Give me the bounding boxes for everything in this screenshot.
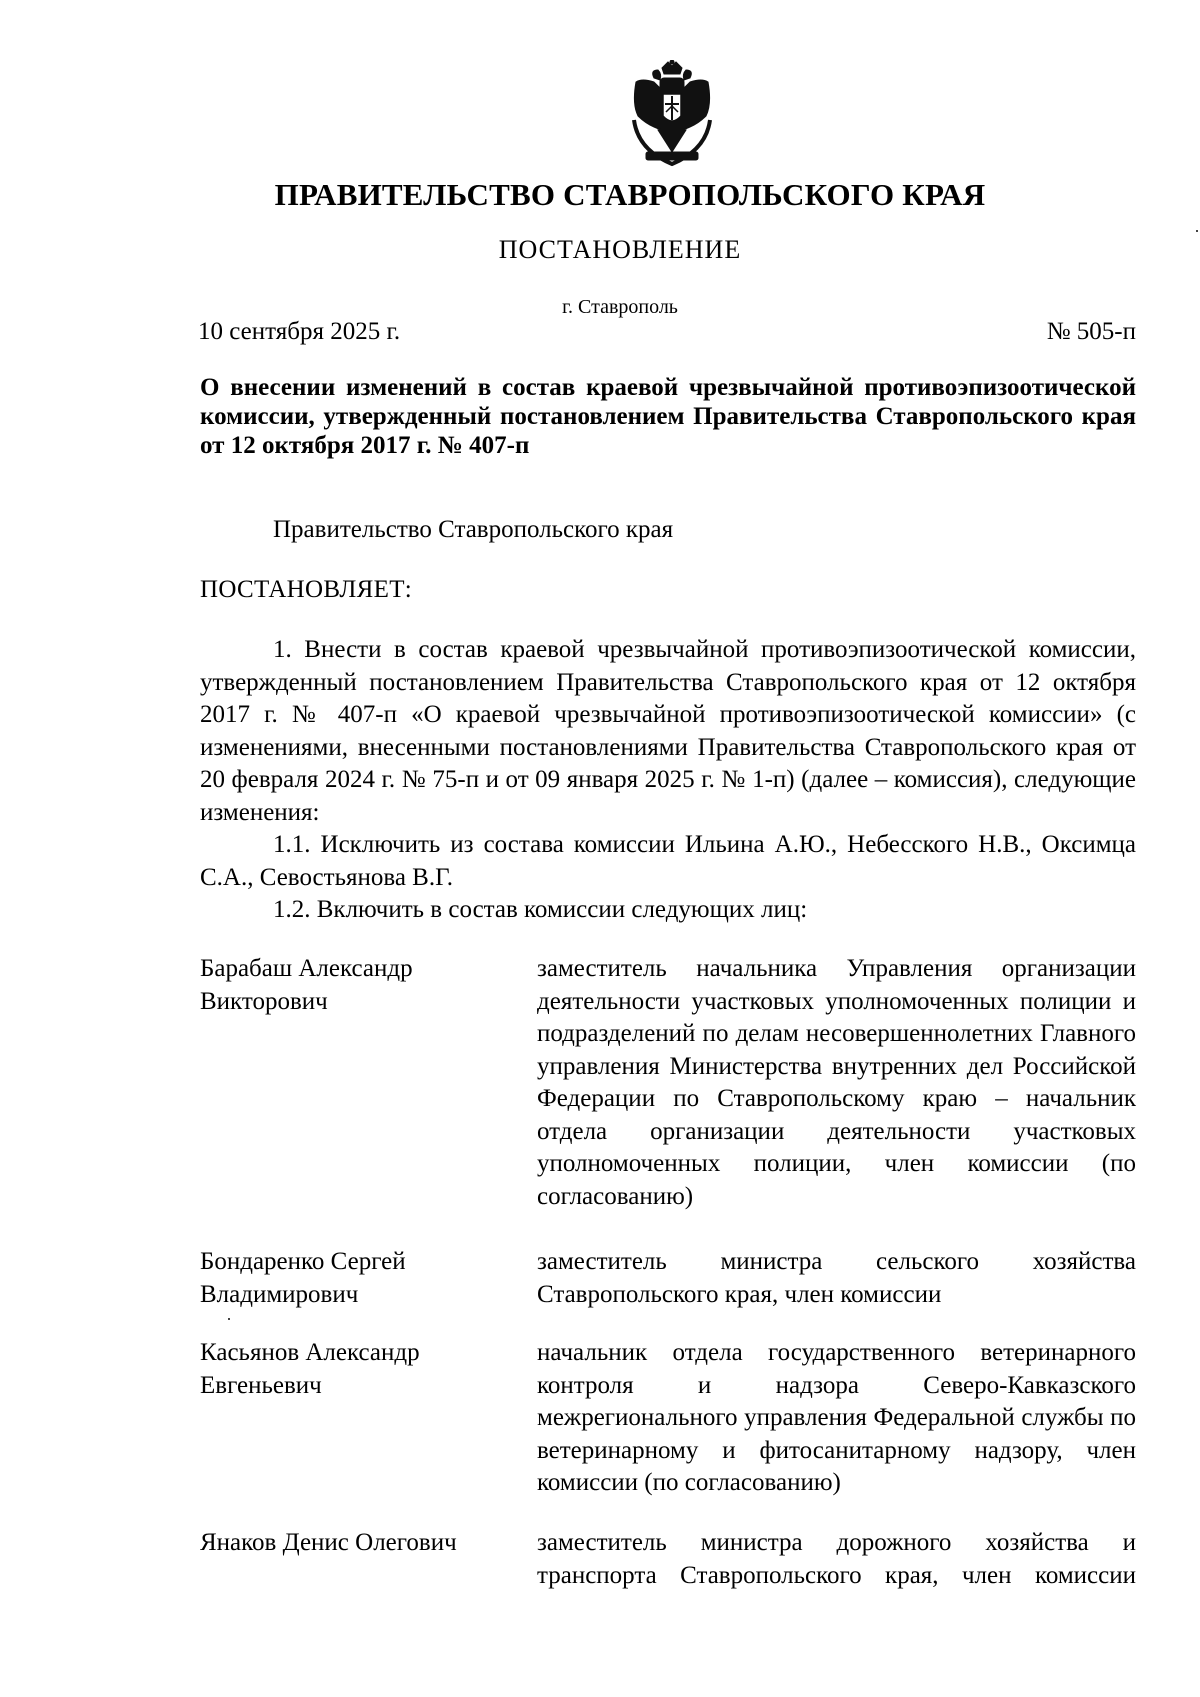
member-name: Барабаш Александр Викторович — [200, 955, 413, 1015]
document-subject: О внесении изменений в состав краевой чрезвычайной противоэпизоотической комиссии, утвержденный постановлением Правительства Ставропольского края от 12 октября 2017 г. № 407-п — [200, 374, 1136, 459]
member-role: заместитель министра дорожного хозяйства и транспорта Ставропольского края, член комиссии — [537, 1529, 1136, 1589]
member-role: заместитель начальника Управления организации деятельности участковых уполномоченных полиции и подразделений по делам несовершеннолетних Главного управления Министерства внутренних дел Российской Федерации по Ставропольскому краю – начальник отдела организации деятельности участковых уполномоченных полиции, член комиссии (по согласованию) — [537, 955, 1136, 1210]
member-name: Янаков Денис Олегович — [200, 1529, 457, 1556]
paragraph-item-1-2: 1.2. Включить в состав комиссии следующих лиц: — [273, 896, 808, 923]
member-name: Бондаренко Сергей Владимирович — [200, 1248, 406, 1308]
document-number: № 505-п — [1046, 318, 1136, 345]
government-title: ПРАВИТЕЛЬСТВО СТАВРОПОЛЬСКОГО КРАЯ — [274, 177, 986, 212]
document-body — [200, 634, 1136, 927]
city: г. Ставрополь — [562, 296, 678, 318]
scan-speck — [1196, 230, 1198, 232]
scan-speck — [228, 1318, 230, 1320]
document-date: 10 сентября 2025 г. — [198, 318, 401, 345]
paragraph-item-1: 1. Внести в состав краевой чрезвычайной противоэпизоотической комиссии, утвержденный постановлением Правительства Ставропольского края от 12 октября 2017 г. № 407-п «О краевой чрезвычайной противоэпизоотической комиссии» (с изменениями, внесенными постановлениями Правительства Ставропольского края от 20 февраля 2024 г. № 75-п и от 09 января 2025 г. № 1-п) (далее – комиссия), следующие изменения: — [200, 636, 1136, 826]
member-role: начальник отдела государственного ветеринарного контроля и надзора Северо-Кавказского межрегионального управления Федеральной службы по ветеринарному и фитосанитарному надзору, член комиссии (по согласованию) — [537, 1339, 1136, 1496]
document-type: ПОСТАНОВЛЕНИЕ — [498, 235, 742, 264]
member-role: заместитель министра сельского хозяйства Ставропольского края, член комиссии — [537, 1248, 1136, 1308]
intro-text: Правительство Ставропольского края — [273, 516, 674, 543]
decree-heading: ПОСТАНОВЛЯЕТ: — [200, 576, 413, 603]
member-name: Касьянов Александр Евгеньевич — [200, 1339, 420, 1399]
coat-of-arms-emblem — [628, 60, 716, 168]
paragraph-item-1-1: 1.1. Исключить из состава комиссии Ильина А.Ю., Небесского Н.В., Оксимца С.А., Севостьянова В.Г. — [200, 831, 1136, 891]
